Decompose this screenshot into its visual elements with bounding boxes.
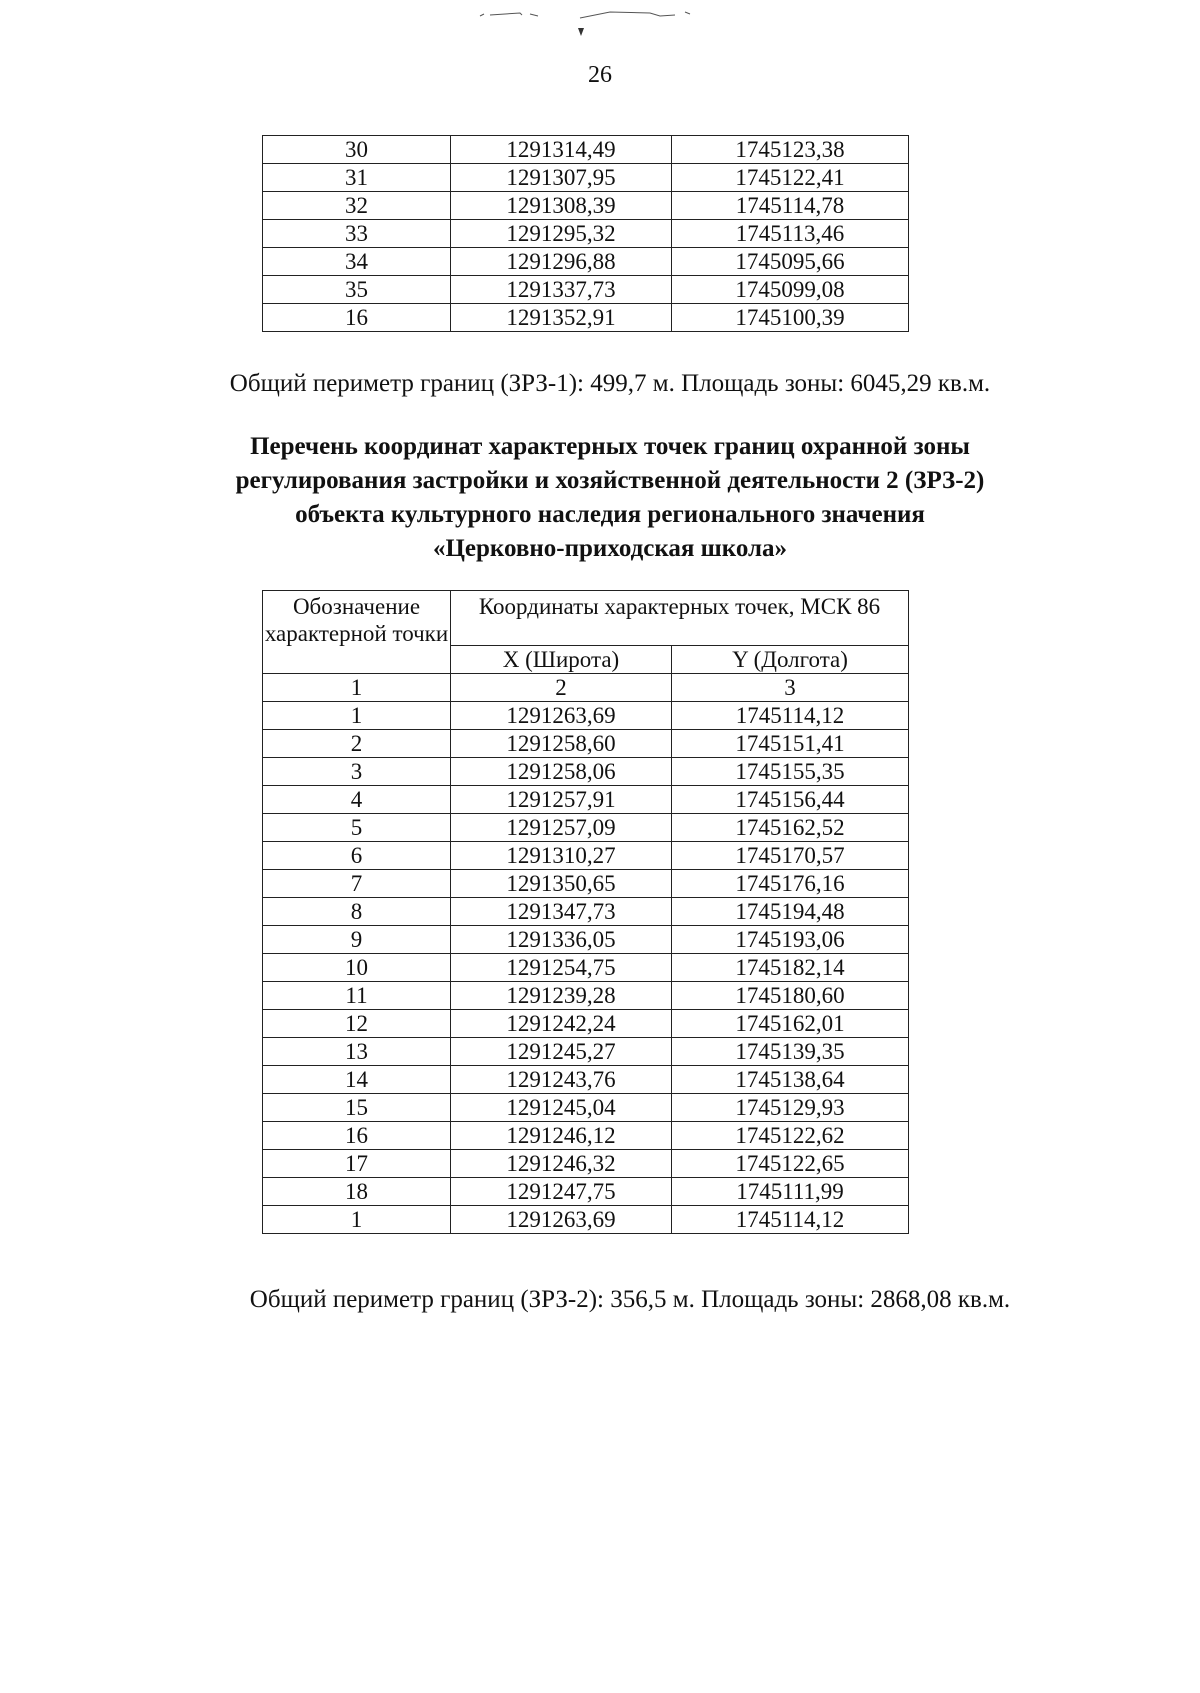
point-id-cell: 17	[263, 1150, 451, 1178]
summary-zrz2: Общий периметр границ (ЗРЗ-2): 356,5 м. Площадь зоны: 2868,08 кв.м.	[249, 1286, 1011, 1313]
table-row	[263, 1206, 909, 1234]
table-row	[263, 304, 909, 332]
header-x: X (Широта)	[451, 646, 672, 674]
header-point-id: Обозначение характерной точки	[263, 591, 451, 674]
table-row	[263, 730, 909, 758]
y-coordinate-cell: 1745123,38	[672, 136, 909, 164]
x-coordinate-cell: 1291258,06	[451, 758, 672, 786]
table-row	[263, 954, 909, 982]
table-row	[263, 1038, 909, 1066]
y-coordinate-cell: 1745155,35	[672, 758, 909, 786]
point-id-cell: 32	[263, 192, 451, 220]
y-coordinate-cell: 1745151,41	[672, 730, 909, 758]
table-row	[263, 1150, 909, 1178]
table-row	[263, 842, 909, 870]
point-id-cell: 16	[263, 1122, 451, 1150]
point-id-cell: 31	[263, 164, 451, 192]
table-row	[263, 192, 909, 220]
section-title-line: Перечень координат характерных точек границ охранной зоны	[250, 433, 970, 460]
x-coordinate-cell: 1291257,09	[451, 814, 672, 842]
table-row	[263, 248, 909, 276]
point-id-cell: 11	[263, 982, 451, 1010]
y-coordinate-cell: 1745099,08	[672, 276, 909, 304]
x-coordinate-cell: 1291352,91	[451, 304, 672, 332]
x-coordinate-cell: 1291295,32	[451, 220, 672, 248]
y-coordinate-cell: 1745129,93	[672, 1094, 909, 1122]
y-coordinate-cell: 1745139,35	[672, 1038, 909, 1066]
point-id-cell: 16	[263, 304, 451, 332]
y-coordinate-cell: 1745122,65	[672, 1150, 909, 1178]
point-id-cell: 7	[263, 870, 451, 898]
coordinates-table-zrz2	[262, 590, 909, 1234]
x-coordinate-cell: 1291307,95	[451, 164, 672, 192]
table-row	[263, 276, 909, 304]
table-row	[263, 1122, 909, 1150]
x-coordinate-cell: 1291314,49	[451, 136, 672, 164]
table-row	[263, 136, 909, 164]
y-coordinate-cell: 1745162,01	[672, 1010, 909, 1038]
point-id-cell: 14	[263, 1066, 451, 1094]
x-coordinate-cell: 1291337,73	[451, 276, 672, 304]
point-id-cell: 3	[263, 758, 451, 786]
y-coordinate-cell: 1745194,48	[672, 898, 909, 926]
x-coordinate-cell: 1291242,24	[451, 1010, 672, 1038]
y-coordinate-cell: 1745111,99	[672, 1178, 909, 1206]
x-coordinate-cell: 1291308,39	[451, 192, 672, 220]
header-coordinates: Координаты характерных точек, МСК 86	[451, 591, 909, 646]
section-title-line: регулирования застройки и хозяйственной деятельности 2 (ЗРЗ-2)	[235, 467, 985, 494]
table-row	[263, 786, 909, 814]
column-number: 3	[672, 674, 909, 702]
y-coordinate-cell: 1745122,62	[672, 1122, 909, 1150]
point-id-cell: 4	[263, 786, 451, 814]
table-row	[263, 1178, 909, 1206]
x-coordinate-cell: 1291245,27	[451, 1038, 672, 1066]
y-coordinate-cell: 1745138,64	[672, 1066, 909, 1094]
column-number: 2	[451, 674, 672, 702]
point-id-cell: 30	[263, 136, 451, 164]
section-title-line: «Церковно-приходская школа»	[432, 535, 788, 562]
x-coordinate-cell: 1291243,76	[451, 1066, 672, 1094]
point-id-cell: 13	[263, 1038, 451, 1066]
point-id-cell: 5	[263, 814, 451, 842]
y-coordinate-cell: 1745122,41	[672, 164, 909, 192]
y-coordinate-cell: 1745162,52	[672, 814, 909, 842]
x-coordinate-cell: 1291263,69	[451, 702, 672, 730]
table-row	[263, 926, 909, 954]
page-number: 26	[588, 62, 612, 88]
table-row	[263, 758, 909, 786]
x-coordinate-cell: 1291263,69	[451, 1206, 672, 1234]
y-coordinate-cell: 1745114,78	[672, 192, 909, 220]
x-coordinate-cell: 1291347,73	[451, 898, 672, 926]
x-coordinate-cell: 1291239,28	[451, 982, 672, 1010]
x-coordinate-cell: 1291310,27	[451, 842, 672, 870]
coordinates-table-zrz1	[262, 135, 909, 332]
y-coordinate-cell: 1745156,44	[672, 786, 909, 814]
y-coordinate-cell: 1745114,12	[672, 702, 909, 730]
point-id-cell: 1	[263, 1206, 451, 1234]
y-coordinate-cell: 1745182,14	[672, 954, 909, 982]
point-id-cell: 2	[263, 730, 451, 758]
scan-artifact-icon	[460, 4, 760, 38]
table-row	[263, 702, 909, 730]
table-row	[263, 1066, 909, 1094]
x-coordinate-cell: 1291245,04	[451, 1094, 672, 1122]
x-coordinate-cell: 1291246,32	[451, 1150, 672, 1178]
x-coordinate-cell: 1291257,91	[451, 786, 672, 814]
x-coordinate-cell: 1291336,05	[451, 926, 672, 954]
x-coordinate-cell: 1291254,75	[451, 954, 672, 982]
point-id-cell: 18	[263, 1178, 451, 1206]
x-coordinate-cell: 1291258,60	[451, 730, 672, 758]
x-coordinate-cell: 1291246,12	[451, 1122, 672, 1150]
point-id-cell: 10	[263, 954, 451, 982]
y-coordinate-cell: 1745095,66	[672, 248, 909, 276]
table-row	[263, 220, 909, 248]
table-row	[263, 1010, 909, 1038]
x-coordinate-cell: 1291247,75	[451, 1178, 672, 1206]
point-id-cell: 6	[263, 842, 451, 870]
point-id-cell: 9	[263, 926, 451, 954]
y-coordinate-cell: 1745193,06	[672, 926, 909, 954]
table-row	[263, 898, 909, 926]
point-id-cell: 33	[263, 220, 451, 248]
summary-zrz1: Общий периметр границ (ЗРЗ-1): 499,7 м. Площадь зоны: 6045,29 кв.м.	[229, 370, 991, 397]
section-title-line: объекта культурного наследия регионального значения	[295, 501, 925, 528]
point-id-cell: 15	[263, 1094, 451, 1122]
x-coordinate-cell: 1291296,88	[451, 248, 672, 276]
table-row	[263, 164, 909, 192]
y-coordinate-cell: 1745114,12	[672, 1206, 909, 1234]
section-title	[150, 430, 1070, 566]
table-row	[263, 1094, 909, 1122]
y-coordinate-cell: 1745100,39	[672, 304, 909, 332]
point-id-cell: 34	[263, 248, 451, 276]
y-coordinate-cell: 1745180,60	[672, 982, 909, 1010]
y-coordinate-cell: 1745170,57	[672, 842, 909, 870]
point-id-cell: 8	[263, 898, 451, 926]
table-row	[263, 814, 909, 842]
header-y: Y (Долгота)	[672, 646, 909, 674]
point-id-cell: 12	[263, 1010, 451, 1038]
point-id-cell: 1	[263, 702, 451, 730]
table-row	[263, 982, 909, 1010]
x-coordinate-cell: 1291350,65	[451, 870, 672, 898]
point-id-cell: 35	[263, 276, 451, 304]
y-coordinate-cell: 1745113,46	[672, 220, 909, 248]
column-number: 1	[263, 674, 451, 702]
y-coordinate-cell: 1745176,16	[672, 870, 909, 898]
table-row	[263, 870, 909, 898]
